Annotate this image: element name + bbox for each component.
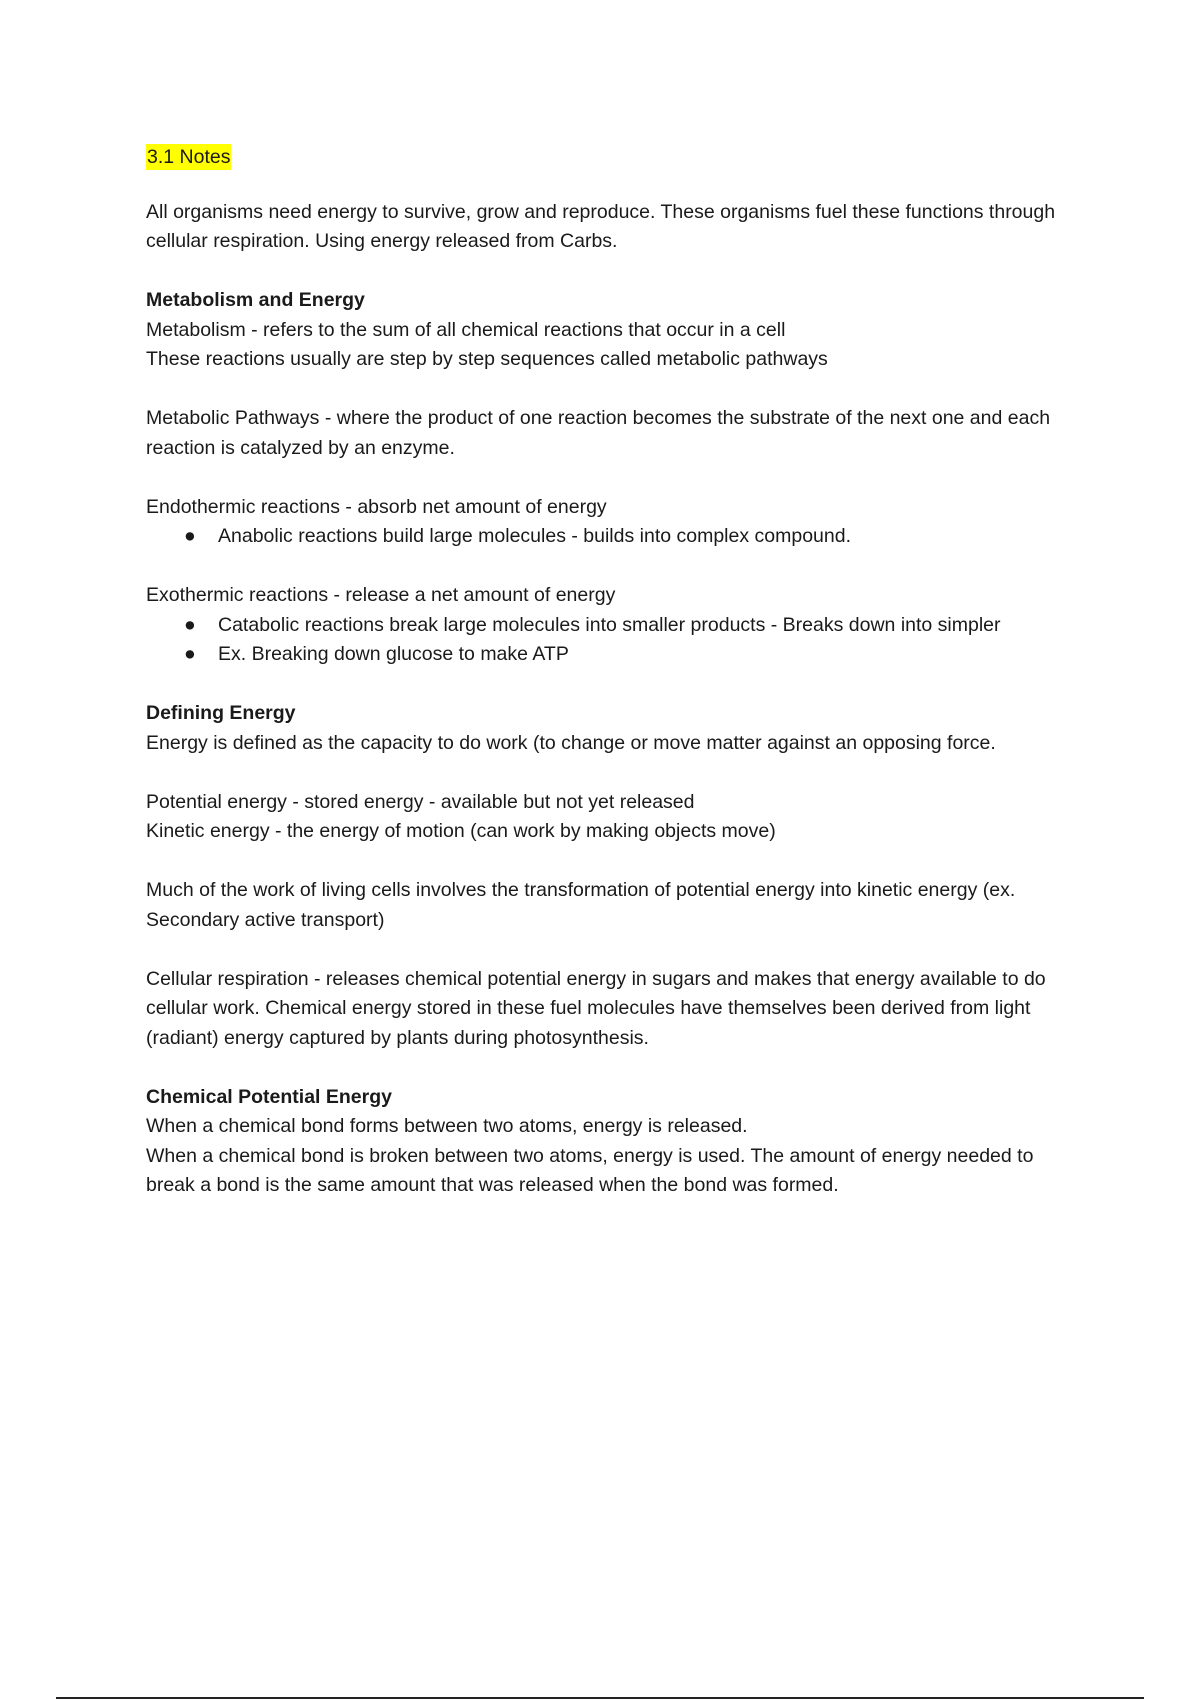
potential-energy-line: Potential energy - stored energy - available but not yet released: [146, 790, 695, 813]
metabolic-pathways-paragraph: Metabolic Pathways - where the product of one reaction becomes the substrate of the next one and each reaction is catalyzed by an enzyme.: [146, 407, 1051, 459]
metabolism-definition: Metabolism - refers to the sum of all chemical reactions that occur in a cell: [146, 318, 786, 341]
energy-definition: Energy is defined as the capacity to do work (to change or move matter against an opposing force.: [146, 731, 996, 754]
bullet-icon: ●: [184, 643, 196, 665]
list-item-text: Ex. Breaking down glucose to make ATP: [218, 643, 569, 665]
bullet-icon: ●: [184, 613, 196, 636]
list-item-text: Anabolic reactions build large molecules - builds into complex compound.: [218, 525, 852, 547]
endothermic-list: [146, 522, 1086, 552]
title-line: [146, 143, 1086, 173]
bond-broken-paragraph: When a chemical bond is broken between two atoms, energy is used. The amount of energy needed to break a bond is the same amount that was released when the bond was formed.: [146, 1144, 1034, 1196]
list-item: [146, 640, 1086, 670]
endothermic-line: Endothermic reactions - absorb net amount of energy: [146, 495, 607, 518]
list-item: [146, 522, 1086, 552]
metabolism-pathways-note: These reactions usually are step by step sequences called metabolic pathways: [146, 348, 828, 370]
bond-forms-line: When a chemical bond forms between two atoms, energy is released.: [146, 1115, 748, 1137]
metabolism-heading: Metabolism and Energy: [146, 289, 365, 311]
list-item: [146, 611, 1086, 641]
defining-energy-heading: Defining Energy: [146, 702, 296, 724]
document-content: [146, 143, 1086, 1201]
exothermic-list: [146, 611, 1086, 670]
intro-paragraph: All organisms need energy to survive, grow and reproduce. These organisms fuel these functions through cellular respiration. Using energy released from Carbs.: [146, 200, 1056, 252]
exothermic-line: Exothermic reactions - release a net amount of energy: [146, 584, 616, 606]
work-paragraph: Much of the work of living cells involves the transformation of potential energy into kinetic energy (ex. Secondary active transport): [146, 879, 1016, 931]
kinetic-energy-line: Kinetic energy - the energy of motion (can work by making objects move): [146, 820, 776, 842]
chemical-potential-heading: Chemical Potential Energy: [146, 1085, 392, 1108]
bullet-icon: ●: [184, 525, 196, 547]
page-title: 3.1 Notes: [147, 146, 231, 168]
bottom-rule-divider: [56, 1697, 1144, 1699]
cellular-respiration-paragraph: Cellular respiration - releases chemical potential energy in sugars and makes that energy available to do cellular work. Chemical energy stored in these fuel molecules have themselves been derived from light (radiant) energy captured by plants during photosynthesis.: [146, 967, 1046, 1049]
list-item-text: Catabolic reactions break large molecules into smaller products - Breaks down into simpler: [218, 613, 1001, 636]
